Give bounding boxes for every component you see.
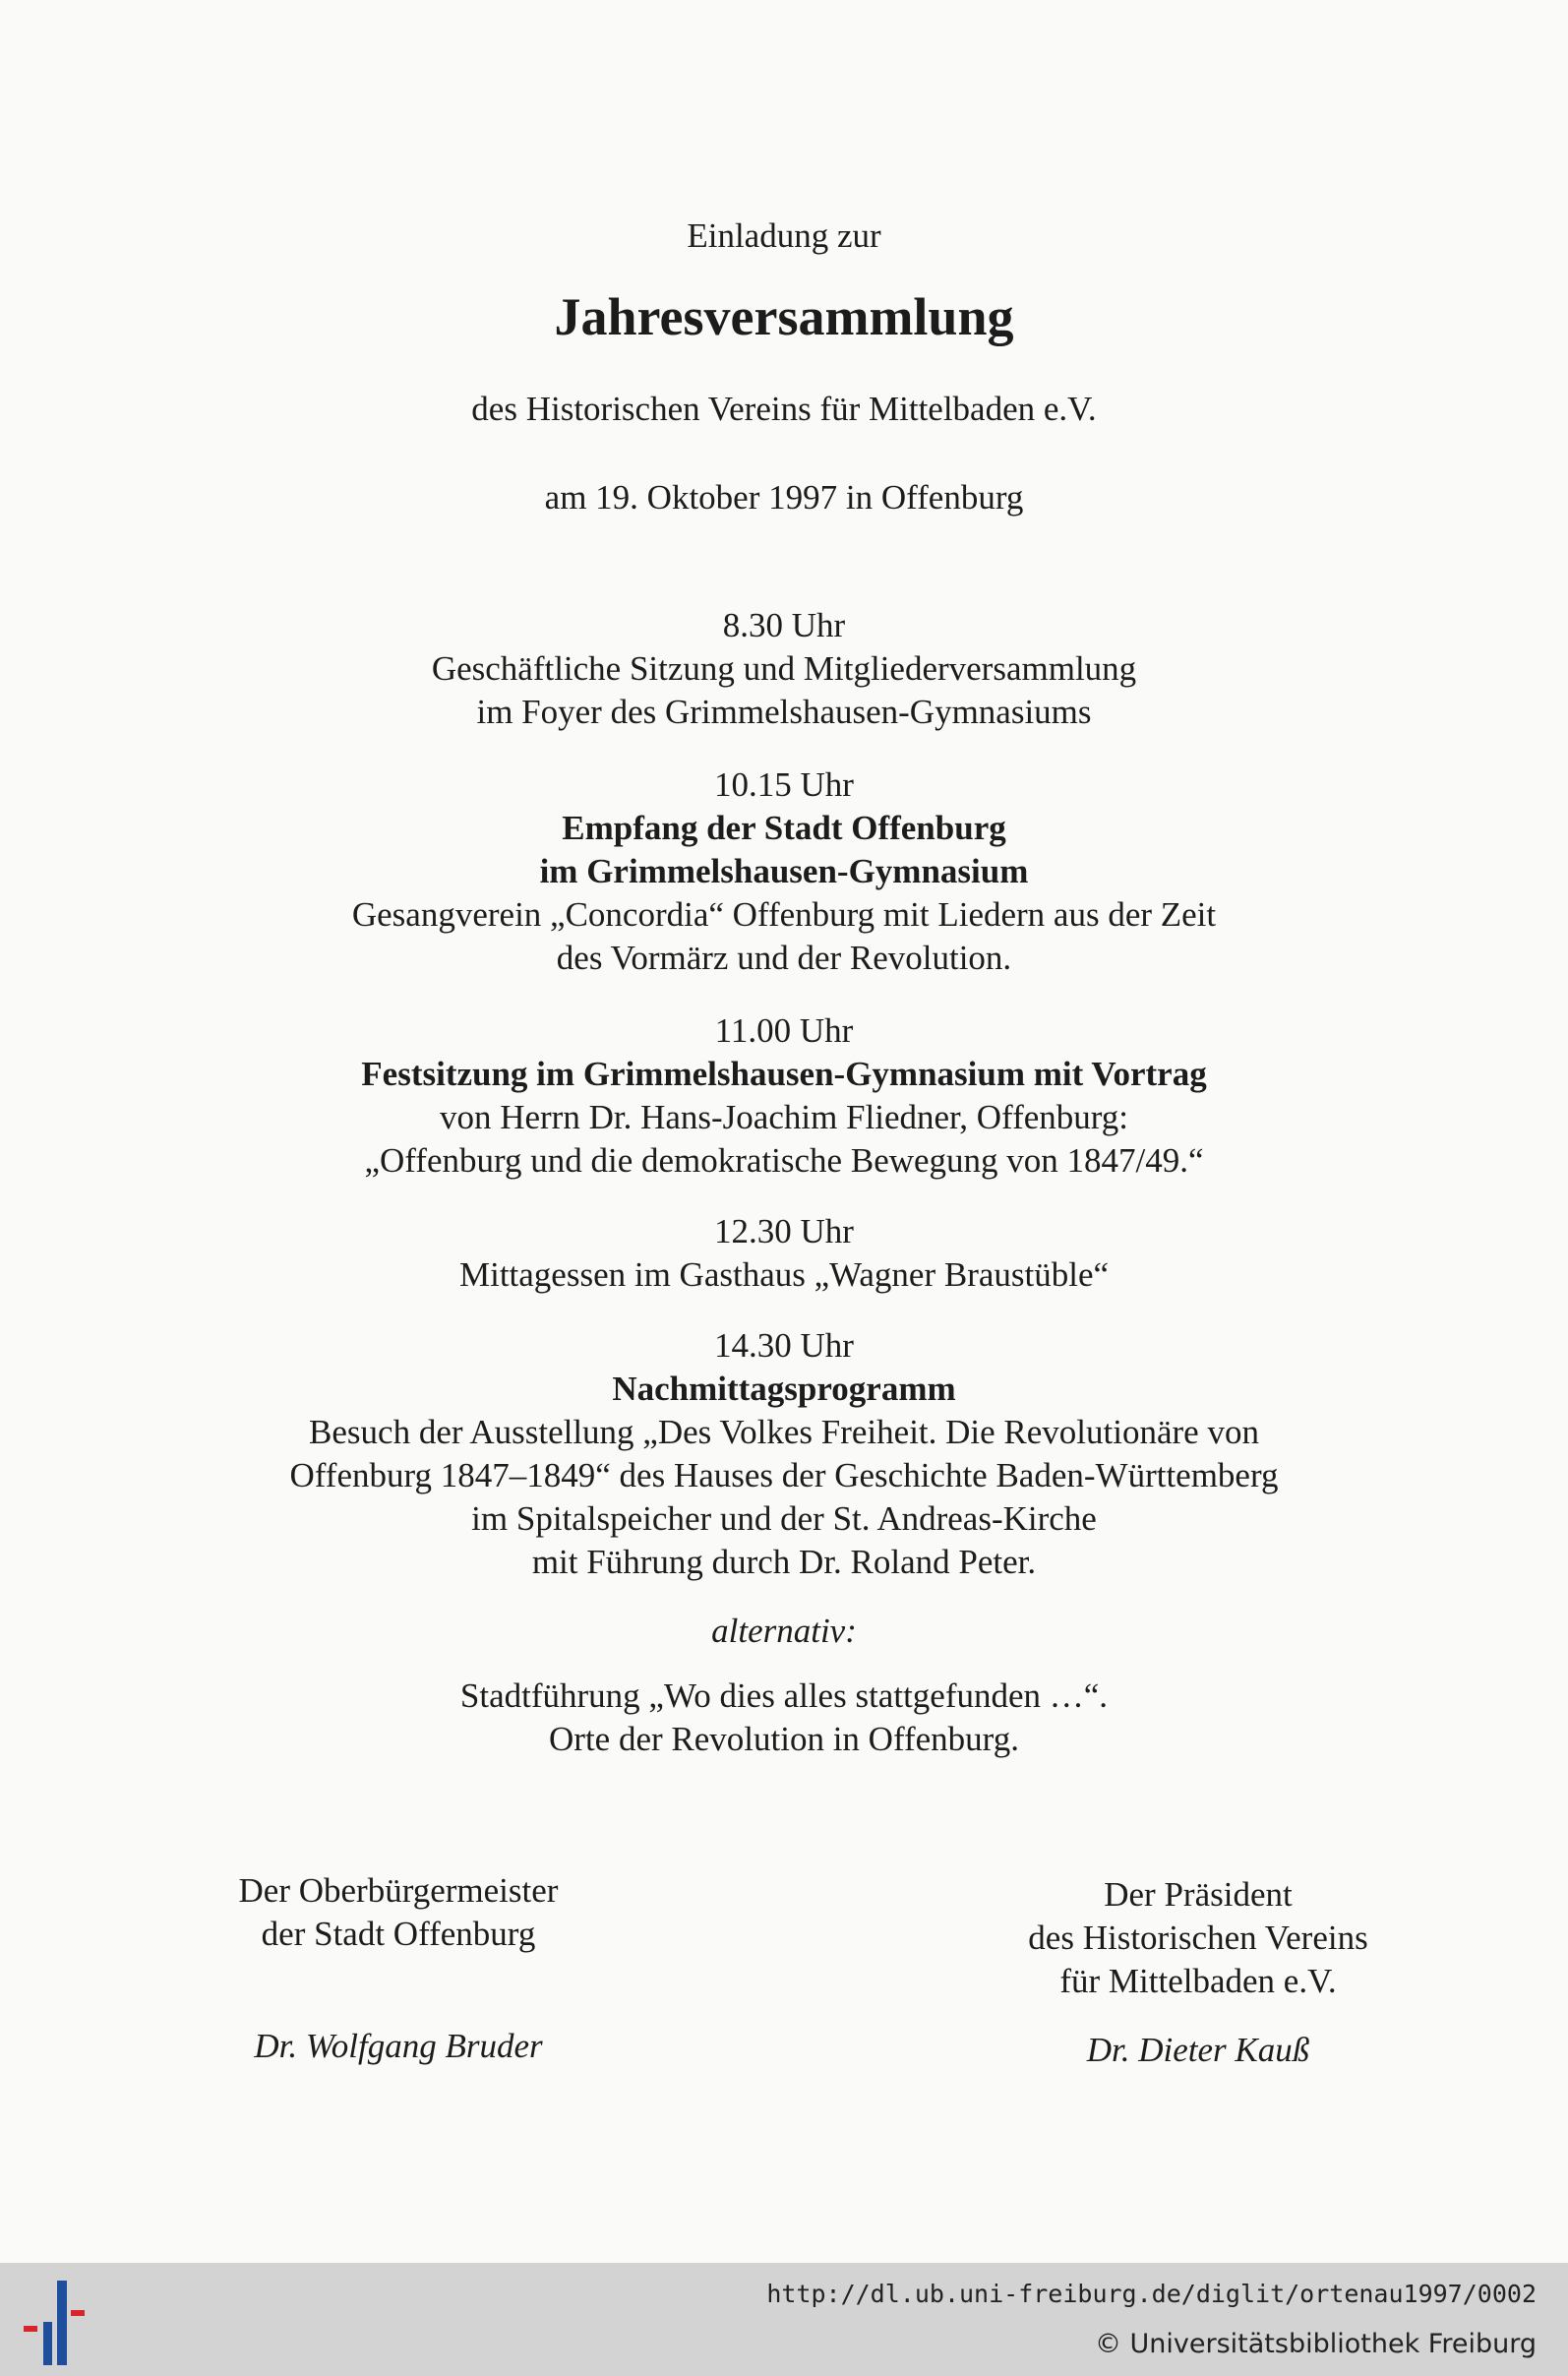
signature-right-title-line: Der Präsident <box>1104 1875 1293 1914</box>
program-text-line: Mittagessen im Gasthaus „Wagner Braustüble“ <box>458 1255 1110 1294</box>
library-logo-icon <box>22 2279 100 2367</box>
signature-right <box>952 1873 1444 2003</box>
event-date-line: am 19. Oktober 1997 in Offenburg <box>544 478 1024 517</box>
association-subtitle: des Historischen Vereins für Mittelbaden e.V. <box>471 390 1097 428</box>
document-title: Jahresversammlung <box>554 287 1014 346</box>
signature-left <box>152 1869 644 1956</box>
program-text-line: mit Führung durch Dr. Roland Peter. <box>531 1543 1037 1581</box>
signature-left-title-line: Der Oberbürgermeister <box>238 1871 559 1910</box>
program-headline: Nachmittagsprogramm <box>612 1370 956 1408</box>
program-text-line: im Foyer des Grimmelshausen-Gymnasiums <box>476 693 1092 731</box>
library-footer-bar <box>0 2263 1568 2376</box>
program-text-line: im Spitalspeicher und der St. Andreas-Kirche <box>471 1499 1097 1538</box>
signature-right-title-line: für Mittelbaden e.V. <box>1059 1962 1337 2000</box>
signature-right-title-line: des Historischen Vereins <box>1028 1919 1368 1957</box>
program-text-line: Orte der Revolution in Offenburg. <box>549 1720 1019 1758</box>
program-text-line: von Herrn Dr. Hans-Joachim Fliedner, Offenburg: <box>439 1098 1129 1136</box>
program-text-line: Gesangverein „Concordia“ Offenburg mit Liedern aus der Zeit <box>351 895 1217 934</box>
program-time: 12.30 Uhr <box>714 1212 854 1250</box>
program-headline: im Grimmelshausen-Gymnasium <box>539 852 1029 890</box>
program-text-line: des Vormärz und der Revolution. <box>556 939 1012 977</box>
alternative-label: alternativ: <box>711 1612 857 1650</box>
signature-left-title-line: der Stadt Offenburg <box>261 1915 536 1953</box>
signature-right-name: Dr. Dieter Kauß <box>1086 2031 1310 2069</box>
program-text-line: Besuch der Ausstellung „Des Volkes Freiheit. Die Revolutionäre von <box>309 1413 1259 1451</box>
source-url-link[interactable]: http://dl.ub.uni-freiburg.de/diglit/ortenau1997/0002 <box>766 2280 1537 2308</box>
program-time: 11.00 Uhr <box>714 1011 854 1050</box>
program-time: 8.30 Uhr <box>722 606 846 644</box>
program-text-line: Offenburg 1847–1849“ des Hauses der Geschichte Baden-Württemberg <box>289 1456 1279 1494</box>
copyright-notice: © Universitätsbibliothek Freiburg <box>1094 2329 1537 2359</box>
signature-left-name: Dr. Wolfgang Bruder <box>254 2027 543 2065</box>
program-time: 14.30 Uhr <box>714 1326 854 1365</box>
program-headline: Empfang der Stadt Offenburg <box>562 809 1006 847</box>
program-time: 10.15 Uhr <box>714 765 854 804</box>
program-text-line: Stadtführung „Wo dies alles stattgefunden …“. <box>459 1676 1109 1715</box>
program-text-line: „Offenburg und die demokratische Bewegung von 1847/49.“ <box>364 1141 1204 1180</box>
program-text-line: Geschäftliche Sitzung und Mitgliederversammlung <box>431 649 1137 688</box>
program-headline: Festsitzung im Grimmelshausen-Gymnasium mit Vortrag <box>361 1055 1207 1093</box>
invitation-intro: Einladung zur <box>687 216 881 255</box>
